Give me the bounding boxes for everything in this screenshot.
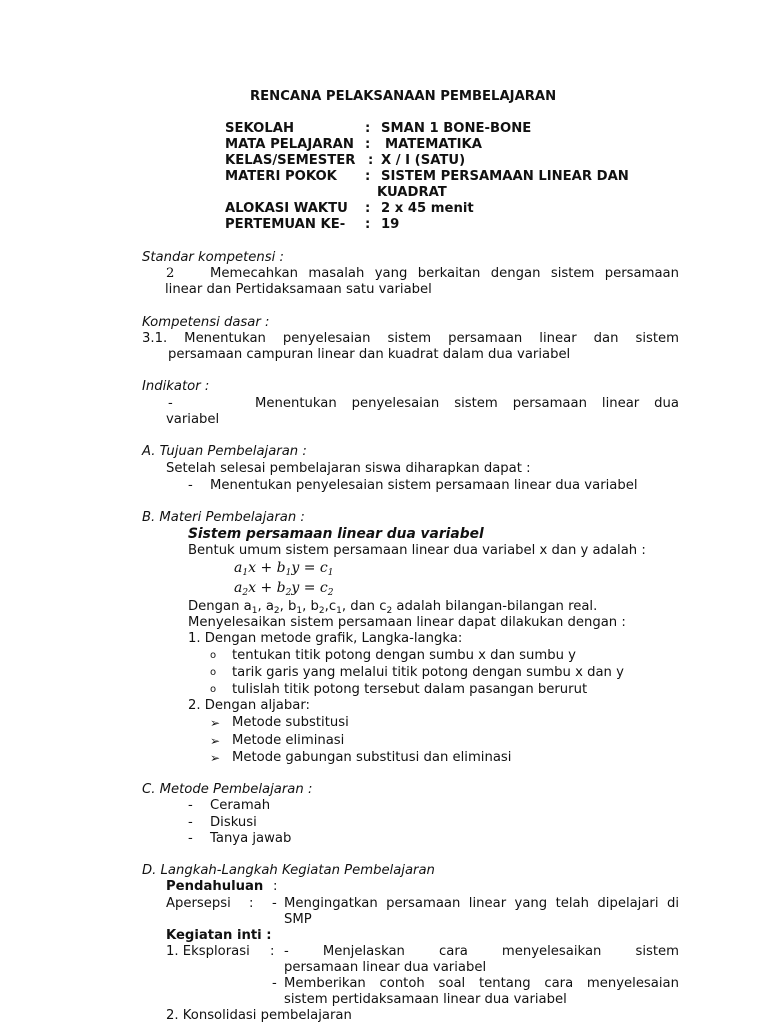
langkah-heading: D. Langkah-Langkah Kegiatan Pembelajaran xyxy=(142,863,435,878)
materi-dengan: Dengan $a_1$, $a_2$, $b_1$, $b_2,c_1$, dan $c_2$ adalah bilangan-bilangan real. xyxy=(188,599,598,616)
identity-label: SEKOLAH xyxy=(225,121,294,136)
identity-label: MATA PELAJARAN xyxy=(225,137,354,152)
identity-colon: : xyxy=(365,121,371,136)
kompetensi-text-line1: 3.1. Menentukan penyelesaian sistem persamaan linear dan sistem xyxy=(142,331,679,346)
metode-item: Diskusi xyxy=(210,815,257,830)
kompetensi-heading: Kompetensi dasar : xyxy=(142,315,270,330)
identity-colon: : xyxy=(365,201,371,216)
identity-colon: : xyxy=(368,153,374,168)
eksplorasi-label: 1. Eksplorasi xyxy=(166,944,250,959)
method-2-item: Metode gabungan substitusi dan eliminasi xyxy=(232,750,512,765)
method-1-item: tulislah titik potong tersebut dalam pasangan berurut xyxy=(232,682,588,697)
standar-text-line1: Memecahkan masalah yang berkaitan dengan sistem persamaan xyxy=(210,266,679,281)
method-1-item: tentukan titik potong dengan sumbu x dan sumbu y xyxy=(232,648,576,663)
materi-subheading: Sistem persamaan linear dua variabel xyxy=(188,526,484,542)
standar-bullet: 2 xyxy=(166,266,175,281)
identity-value: SMAN 1 BONE-BONE xyxy=(381,121,532,136)
tujuan-item: Menentukan penyelesaian sistem persamaan linear dua variabel xyxy=(210,478,638,493)
identity-value: SISTEM PERSAMAAN LINEAR DAN xyxy=(381,169,629,184)
identity-colon: : xyxy=(365,137,371,152)
equation-1: $a_1x + b_1y = c_1$ xyxy=(234,560,334,578)
metode-heading: C. Metode Pembelajaran : xyxy=(142,782,313,797)
bullet-circle-icon: o xyxy=(210,684,217,695)
identity-value: 19 xyxy=(381,217,400,232)
arrow-bullet-icon: ➢ xyxy=(210,734,221,748)
method-1-item: tarik garis yang melalui titik potong dengan sumbu x dan y xyxy=(232,665,624,680)
indikator-text-line2: variabel xyxy=(166,412,220,427)
tujuan-intro: Setelah selesai pembelajaran siswa diharapkan dapat : xyxy=(166,461,531,476)
apersepsi-label: Apersepsi xyxy=(166,896,231,911)
eksplorasi-colon: : xyxy=(270,944,275,959)
identity-value: X / I (SATU) xyxy=(381,153,466,168)
bullet-circle-icon: o xyxy=(210,650,217,661)
metode-item: Tanya jawab xyxy=(210,831,292,846)
indikator-text-line1: Menentukan penyelesaian sistem persamaan linear dua xyxy=(255,396,679,411)
eksplorasi-2-text-line2: sistem pertidaksamaan linear dua variabel xyxy=(284,992,567,1007)
eksplorasi-2-text-line1: Memberikan contoh soal tentang cara menyelesaian xyxy=(284,976,679,991)
bullet-circle-icon: o xyxy=(210,667,217,678)
eksplorasi-1-text-line1: - Menjelaskan cara menyelesaikan sistem xyxy=(284,944,679,959)
identity-label: MATERI POKOK xyxy=(225,169,337,184)
metode-dash: - xyxy=(188,815,193,830)
method-1-heading: 1. Dengan metode grafik, Langka-langka: xyxy=(188,631,463,646)
page-title: RENCANA PELAKSANAAN PEMBELAJARAN xyxy=(250,89,557,104)
identity-label: KELAS/SEMESTER xyxy=(225,153,356,168)
eksplorasi-1-text-line2: persamaan linear dua variabel xyxy=(284,960,487,975)
metode-dash: - xyxy=(188,798,193,813)
tujuan-heading: A. Tujuan Pembelajaran : xyxy=(142,444,307,459)
metode-dash: - xyxy=(188,831,193,846)
apersepsi-text-line2: SMP xyxy=(284,912,312,927)
identity-label: PERTEMUAN KE- xyxy=(225,217,346,232)
materi-general-form: Bentuk umum sistem persamaan linear dua variabel x dan y adalah : xyxy=(188,543,646,558)
kegiatan-inti-heading: Kegiatan inti : xyxy=(166,928,272,943)
method-2-item: Metode substitusi xyxy=(232,715,349,730)
konsolidasi-label: 2. Konsolidasi pembelajaran xyxy=(166,1008,352,1023)
method-2-item: Metode eliminasi xyxy=(232,733,345,748)
identity-value: 2 x 45 menit xyxy=(381,201,474,216)
identity-value: MATEMATIKA xyxy=(385,137,482,152)
method-2-heading: 2. Dengan aljabar: xyxy=(188,698,310,713)
standar-heading: Standar kompetensi : xyxy=(142,250,284,265)
pendahuluan-colon: : xyxy=(273,879,278,894)
materi-solve-intro: Menyelesaikan sistem persamaan linear dapat dilakukan dengan : xyxy=(188,615,626,630)
equation-2: $a_2x + b_2y = c_2$ xyxy=(234,580,334,598)
pendahuluan-label: Pendahuluan xyxy=(166,879,264,894)
identity-label: ALOKASI WAKTU xyxy=(225,201,348,216)
apersepsi-text-line1: Mengingatkan persamaan linear yang telah dipelajari di xyxy=(284,896,679,911)
identity-colon: : xyxy=(365,217,371,232)
indikator-heading: Indikator : xyxy=(142,379,210,394)
materi-heading: B. Materi Pembelajaran : xyxy=(142,510,305,525)
tujuan-dash: - xyxy=(188,478,193,493)
apersepsi-colon: : xyxy=(249,896,254,911)
identity-colon: : xyxy=(365,169,371,184)
kompetensi-text-line2: persamaan campuran linear dan kuadrat dalam dua variabel xyxy=(168,347,571,362)
indikator-dash: - xyxy=(168,396,173,411)
standar-text-line2: linear dan Pertidaksamaan satu variabel xyxy=(165,282,432,297)
eksplorasi-dash: - xyxy=(272,976,277,991)
metode-item: Ceramah xyxy=(210,798,271,813)
apersepsi-dash: - xyxy=(272,896,277,911)
identity-value-cont: KUADRAT xyxy=(377,185,447,200)
arrow-bullet-icon: ➢ xyxy=(210,716,221,730)
arrow-bullet-icon: ➢ xyxy=(210,751,221,765)
